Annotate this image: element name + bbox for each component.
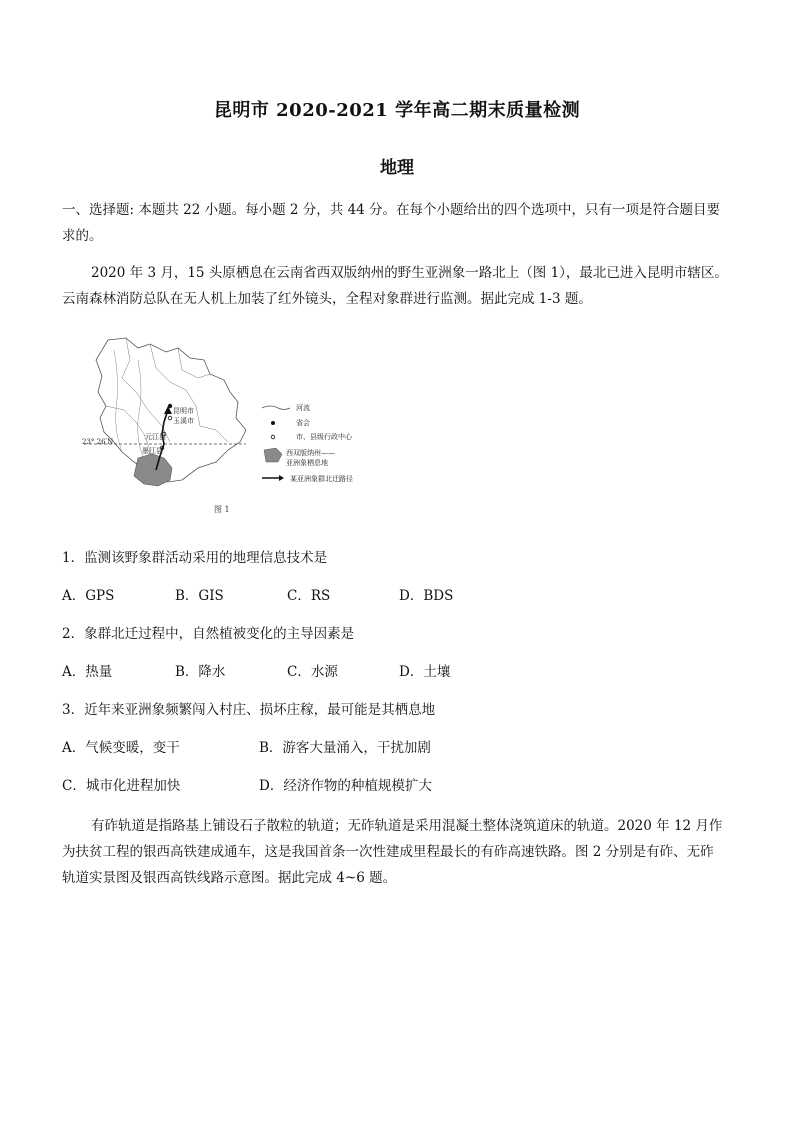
legend-admin-center: 市、县级行政中心 [296, 433, 352, 441]
question-3-option-a: A．气候变暖，变干 [62, 740, 180, 756]
question-2-stem: 2．象群北迁过程中，自然植被变化的主导因素是 [62, 626, 355, 642]
label-mojiang: 墨江县 [142, 447, 163, 455]
legend-capital: 省会 [296, 419, 310, 427]
yunnan-map-graphic [78, 330, 378, 520]
figure1-caption: 图 1 [214, 505, 230, 514]
legend-habitat-line2: 亚洲象栖息地 [286, 459, 328, 467]
passage2-line2: 为扶贫工程的银西高铁建成通车，这是我国首条一次性建成里程最长的有砟高速铁路。图 2 分别是有砟、无砟 [62, 844, 714, 860]
section-instructions-line2: 求的。 [62, 228, 103, 244]
passage1-line1: 2020 年 3 月，15 头原栖息在云南省西双版纳州的野生亚洲象一路北上（图 1），最北已进入昆明市辖区。 [91, 265, 728, 281]
passage2-line1: 有砟轨道是指路基上铺设石子散粒的轨道；无砟轨道是采用混凝土整体浇筑道床的轨道。2020 年 12 月作 [91, 818, 723, 834]
subject-title: 地理 [380, 158, 414, 178]
legend-habitat-line1: 西双版纳州—— [286, 449, 335, 457]
label-tropic-latitude: 23° 26′N [82, 438, 114, 446]
question-1-option-d: D．BDS [399, 588, 454, 604]
question-3-option-c: C．城市化进程加快 [62, 778, 181, 794]
question-1-option-b: B．GIS [175, 588, 224, 604]
label-yuxi: 玉溪市 [173, 417, 194, 425]
question-1-stem: 1．监测该野象群活动采用的地理信息技术是 [62, 550, 328, 566]
question-2-option-b: B．降水 [175, 664, 226, 680]
question-3-option-d: D．经济作物的种植规模扩大 [259, 778, 432, 794]
question-1-option-c: C．RS [287, 588, 331, 604]
label-kunming: 昆明市 [173, 407, 194, 415]
question-1-option-a: A．GPS [62, 588, 115, 604]
section-instructions-line1: 一、选择题: 本题共 22 小题。每小题 2 分，共 44 分。在每个小题给出的四个选项中，只有一项是符合题目要 [62, 202, 721, 218]
figure1-map [78, 330, 378, 520]
question-2-option-a: A．热量 [62, 664, 113, 680]
page-title: 昆明市 2020-2021 学年高二期末质量检测 [213, 100, 581, 121]
question-2-option-d: D．土壤 [399, 664, 451, 680]
legend-route: 某亚洲象群北迁路径 [290, 475, 353, 483]
passage1-line2: 云南森林消防总队在无人机上加装了红外镜头，全程对象群进行监测。据此完成 1-3 题。 [62, 291, 592, 307]
question-3-stem: 3．近年来亚洲象频繁闯入村庄、损坏庄稼，最可能是其栖息地 [62, 702, 436, 718]
question-3-option-b: B．游客大量涌入，干扰加剧 [259, 740, 431, 756]
passage2-line3: 轨道实景图及银西高铁线路示意图。据此完成 4~6 题。 [62, 870, 397, 886]
legend-river: 河流 [296, 404, 310, 412]
label-yuanjiang: 元江县 [145, 433, 166, 441]
question-2-option-c: C．水源 [287, 664, 338, 680]
